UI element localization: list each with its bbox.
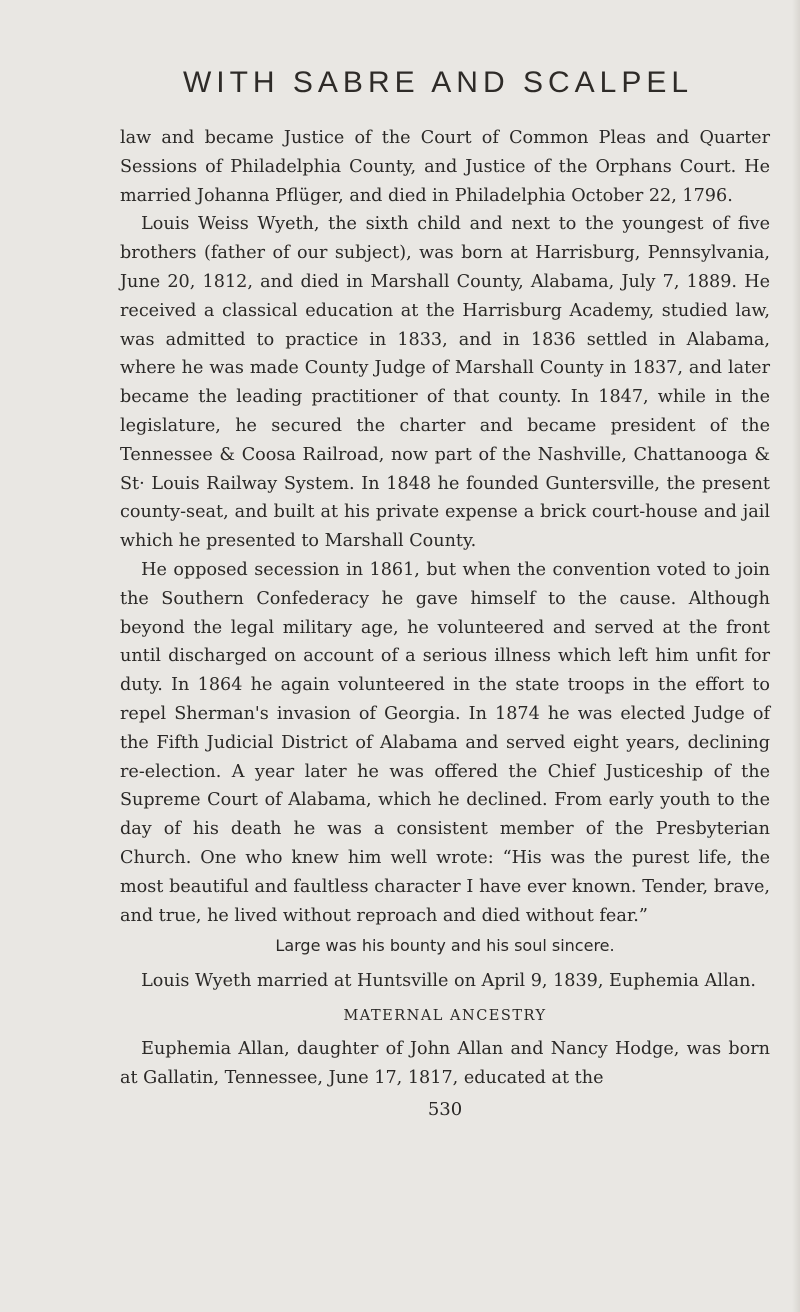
paragraph: Louis Weiss Wyeth, the sixth child and next to the youngest of five brothers (father of our subject), was born at Harrisburg, Pennsylvania, June 20, 1812, and died in Marshall County, Alabama, July 7, 1889. He received a classical education at the Harrisburg Academy, studied law, was admitted to practice in 1833, and in 1836 settled in Alabama, where he was made County Judge of Marshall County in 1837, and later became the leading practitioner of that county. In 1847, while in the legislature, he secured the charter and became president of the Tennessee & Coosa Railroad, now part of the Nashville, Chattanooga & St· Louis Railway System. In 1848 he founded Guntersville, the present county-seat, and built at his private expense a brick court-house and jail which he presented to Marshall County.	[120, 214, 770, 552]
running-head: WITH SABRE AND SCALPEL	[182, 66, 694, 99]
page-number: 530	[427, 1099, 463, 1121]
body-text	[120, 124, 770, 1125]
verse-quote: Large was his bounty and his soul sincere.	[275, 936, 615, 956]
paragraph: Louis Wyeth married at Huntsville on April 9, 1839, Euphemia Allan.	[141, 971, 756, 992]
page-edge-shadow	[792, 0, 800, 1312]
paragraph-continued: law and became Justice of the Court of Common Pleas and Quarter Sessions of Philadelphia County, and Justice of the Orphans Court. He married Johanna Pflüger, and died in Philadelphia October 22, 1796.	[120, 128, 770, 206]
paragraph: Euphemia Allan, daughter of John Allan and Nancy Hodge, was born at Gallatin, Tennessee, June 17, 1817, educated at the	[120, 1038, 770, 1088]
paragraph: He opposed secession in 1861, but when the convention voted to join the Southern Confederacy he gave himself to the cause. Although beyond the legal military age, he volunteered and served at the front until discharged on account of a serious illness which left him unfit for duty. In 1864 he again volunteered in the state troops in the effort to repel Sherman's invasion of Georgia. In 1874 he was elected Judge of the Fifth Judicial District of Alabama and served eight years, declining re-election. A year later he was offered the Chief Justiceship of the Supreme Court of Alabama, which he declined. From early youth to the day of his death he was a consistent member of the Presbyterian Church. One who knew him well wrote: “His was the purest life, the most beautiful and faultless character I have ever known. Tender, brave, and true, he lived without reproach and died without fear.”	[120, 559, 770, 926]
section-heading: MATERNAL ANCESTRY	[343, 1007, 547, 1024]
